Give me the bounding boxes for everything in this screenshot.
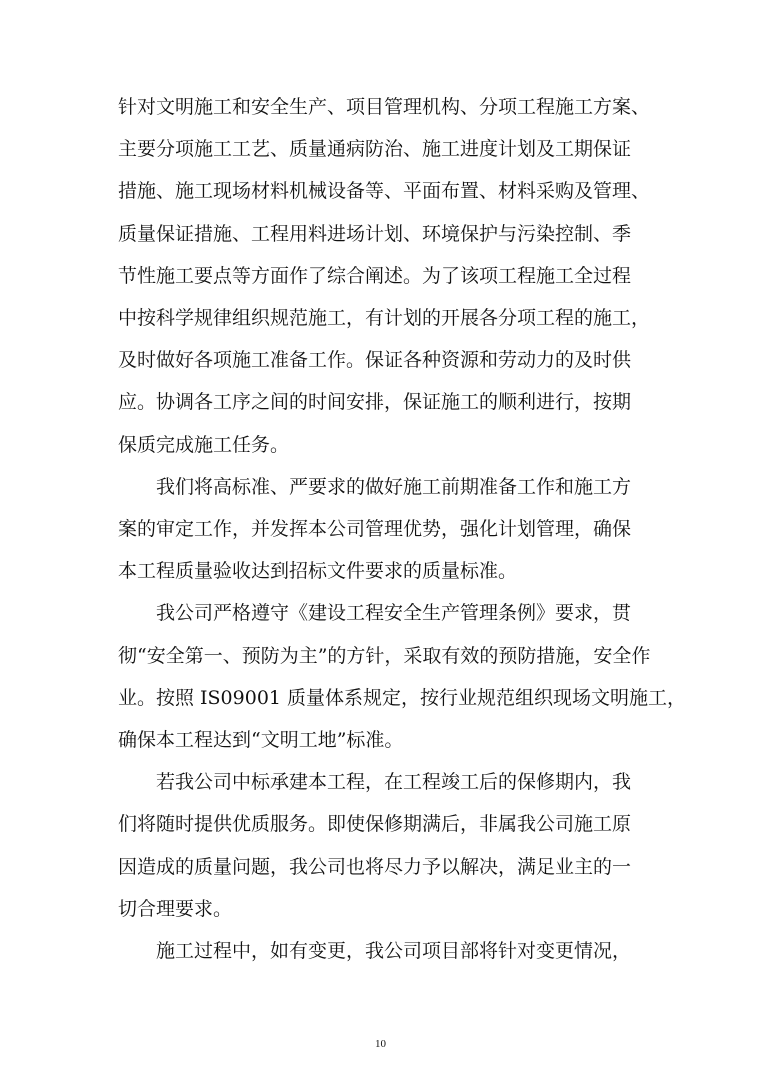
text-line: 保质完成施工任务。 — [118, 433, 290, 456]
text-line: 应。协调各工序之间的时间安排，保证施工的顺利进行，按期 — [118, 391, 632, 414]
text-line: 我公司严格遵守《建设工程安全生产管理条例》要求，贯 — [156, 602, 632, 625]
paragraph-1 — [118, 86, 651, 466]
paragraph-3 — [118, 592, 687, 761]
text-line: 节性施工要点等方面作了综合阐述。为了该项工程施工全过程 — [118, 264, 632, 287]
paragraph-4 — [118, 761, 638, 930]
text-line: 及时做好各项施工准备工作。保证各种资源和劳动力的及时供 — [118, 349, 632, 372]
text-line: 切合理要求。 — [118, 897, 233, 920]
page-number: 10 — [375, 1038, 386, 1050]
text-line: 若我公司中标承建本工程，在工程竣工后的保修期内，我 — [156, 771, 632, 794]
text-line: 中按科学规律组织规范施工，有计划的开展各分项工程的施工， — [118, 307, 651, 330]
text-line: 彻“安全第一、预防为主”的方针，采取有效的预防措施，安全作 — [118, 644, 651, 667]
paragraph-5 — [118, 930, 638, 972]
text-line: 我们将高标准、严要求的做好施工前期准备工作和施工方 — [156, 475, 632, 498]
text-line: 主要分项施工工艺、质量通病防治、施工进度计划及工期保证 — [118, 138, 632, 161]
text-line: 措施、施工现场材料机械设备等、平面布置、材料采购及管理、 — [118, 180, 651, 203]
text-line: 案的审定工作，并发挥本公司管理优势，强化计划管理，确保 — [118, 518, 632, 541]
text-line: 质量保证措施、工程用料进场计划、环境保护与污染控制、季 — [118, 222, 632, 245]
body-text — [118, 86, 687, 972]
text-line: 确保本工程达到“文明工地”标准。 — [118, 729, 404, 752]
text-line: 本工程质量验收达到招标文件要求的质量标准。 — [118, 560, 518, 583]
text-line: 施工过程中，如有变更，我公司项目部将针对变更情况， — [156, 940, 632, 963]
text-line: 业。按照 IS09001 质量体系规定，按行业规范组织现场文明施工， — [118, 686, 687, 709]
text-line: 针对文明施工和安全生产、项目管理机构、分项工程施工方案、 — [118, 96, 651, 118]
text-line: 因造成的质量问题，我公司也将尽力予以解决，满足业主的一 — [118, 855, 632, 878]
paragraph-2 — [118, 466, 638, 593]
text-line: 们将随时提供优质服务。即使保修期满后，非属我公司施工原 — [118, 813, 632, 836]
